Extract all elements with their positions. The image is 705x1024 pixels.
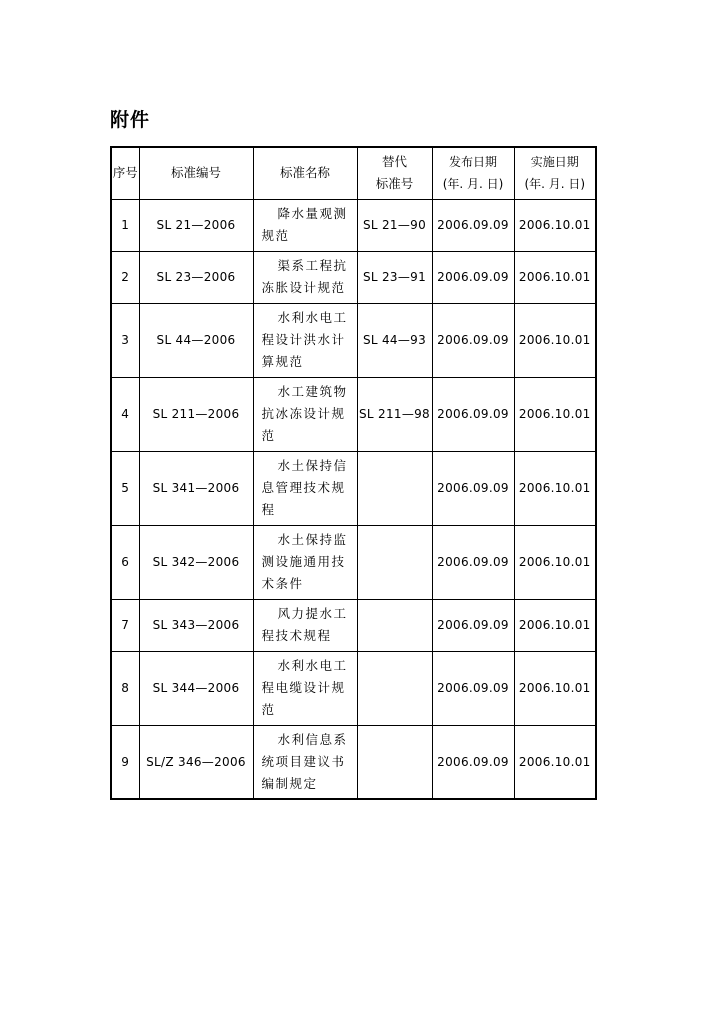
header-code: 标准编号 [139,147,253,199]
cell-seq: 5 [111,451,139,525]
table-row [111,251,596,303]
cell-name: 水利信息系统项目建议书编制规定 [253,725,357,799]
cell-code: SL 341—2006 [139,451,253,525]
cell-publish-date: 2006.09.09 [432,525,514,599]
cell-implement-date: 2006.10.01 [514,451,596,525]
table-row [111,451,596,525]
cell-seq: 9 [111,725,139,799]
cell-replaces [357,725,432,799]
cell-seq: 3 [111,303,139,377]
table-row [111,303,596,377]
cell-code: SL 23—2006 [139,251,253,303]
header-seq: 序号 [111,147,139,199]
header-implement-date: 实施日期 (年. 月. 日) [514,147,596,199]
cell-publish-date: 2006.09.09 [432,599,514,651]
cell-code: SL 44—2006 [139,303,253,377]
table-row [111,199,596,251]
cell-publish-date: 2006.09.09 [432,451,514,525]
cell-replaces: SL 44—93 [357,303,432,377]
cell-name: 风力提水工程技术规程 [253,599,357,651]
cell-seq: 1 [111,199,139,251]
cell-code: SL 211—2006 [139,377,253,451]
standards-table [110,146,597,800]
cell-implement-date: 2006.10.01 [514,599,596,651]
table-row [111,651,596,725]
cell-publish-date: 2006.09.09 [432,651,514,725]
cell-implement-date: 2006.10.01 [514,377,596,451]
cell-publish-date: 2006.09.09 [432,199,514,251]
cell-replaces: SL 21—90 [357,199,432,251]
cell-replaces [357,451,432,525]
cell-replaces: SL 211—98 [357,377,432,451]
cell-publish-date: 2006.09.09 [432,725,514,799]
cell-name: 水土保持监测设施通用技术条件 [253,525,357,599]
cell-implement-date: 2006.10.01 [514,651,596,725]
cell-replaces [357,525,432,599]
table-row [111,377,596,451]
cell-seq: 2 [111,251,139,303]
header-publish-date: 发布日期 (年. 月. 日) [432,147,514,199]
cell-implement-date: 2006.10.01 [514,525,596,599]
cell-publish-date: 2006.09.09 [432,251,514,303]
cell-name: 降水量观测规范 [253,199,357,251]
table-row [111,599,596,651]
table-header-row [111,147,596,199]
header-name: 标准名称 [253,147,357,199]
table-row [111,525,596,599]
cell-code: SL/Z 346—2006 [139,725,253,799]
cell-replaces [357,651,432,725]
page-title: 附件 [110,109,151,131]
cell-replaces [357,599,432,651]
cell-name: 水利水电工程设计洪水计算规范 [253,303,357,377]
cell-name: 水工建筑物抗冰冻设计规范 [253,377,357,451]
cell-code: SL 343—2006 [139,599,253,651]
header-replaces: 替代 标准号 [357,147,432,199]
cell-name: 水土保持信息管理技术规程 [253,451,357,525]
table-row [111,725,596,799]
cell-name: 渠系工程抗冻胀设计规范 [253,251,357,303]
cell-replaces: SL 23—91 [357,251,432,303]
cell-publish-date: 2006.09.09 [432,377,514,451]
cell-seq: 4 [111,377,139,451]
cell-implement-date: 2006.10.01 [514,199,596,251]
cell-implement-date: 2006.10.01 [514,303,596,377]
cell-seq: 8 [111,651,139,725]
cell-seq: 6 [111,525,139,599]
cell-name: 水利水电工程电缆设计规范 [253,651,357,725]
cell-code: SL 344—2006 [139,651,253,725]
cell-publish-date: 2006.09.09 [432,303,514,377]
cell-implement-date: 2006.10.01 [514,725,596,799]
cell-seq: 7 [111,599,139,651]
cell-code: SL 342—2006 [139,525,253,599]
cell-implement-date: 2006.10.01 [514,251,596,303]
cell-code: SL 21—2006 [139,199,253,251]
